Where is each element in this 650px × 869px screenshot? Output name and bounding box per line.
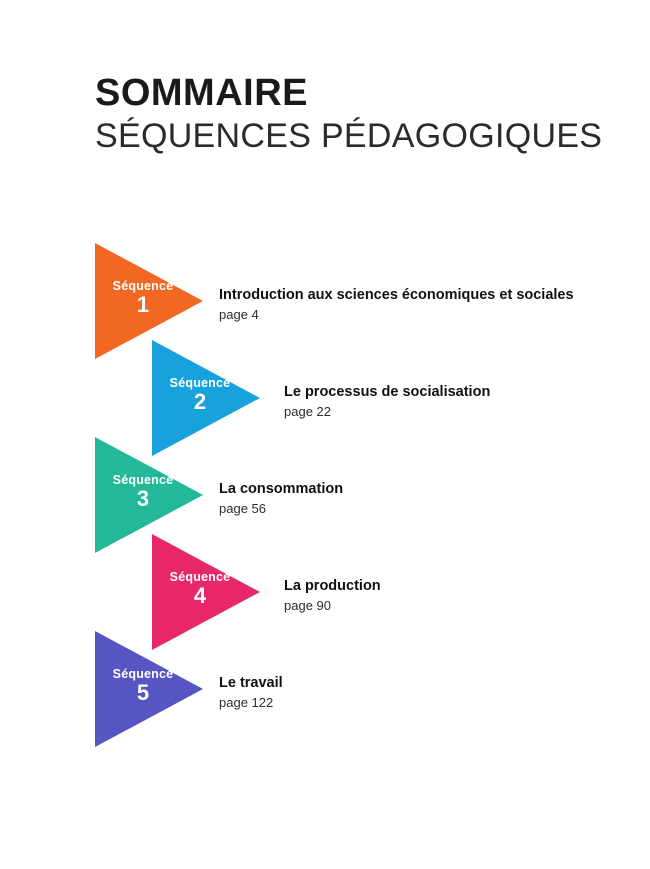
sequence-page-3: page 56 xyxy=(219,500,266,516)
sequence-info-5 xyxy=(219,675,283,710)
sequence-page-2: page 22 xyxy=(284,403,331,419)
page-header xyxy=(95,74,615,155)
sequence-row-2[interactable] xyxy=(0,340,650,437)
sequence-page-5: page 122 xyxy=(219,694,274,710)
sequence-number-5: 5 xyxy=(136,680,150,705)
sequence-title-3: La consommation xyxy=(219,481,344,497)
sequence-page-1: page 4 xyxy=(219,306,259,322)
sequence-info-1 xyxy=(219,287,574,322)
sequence-label-4: Séquence xyxy=(169,570,231,584)
sequence-label-5: Séquence xyxy=(112,667,174,681)
sequence-page-4: page 90 xyxy=(284,597,331,613)
sequence-info-3 xyxy=(219,481,343,516)
sequence-label-2: Séquence xyxy=(169,376,231,390)
sequence-row-4[interactable] xyxy=(0,534,650,631)
page-subtitle: SÉQUENCES PÉDAGOGIQUES xyxy=(95,116,603,155)
sequence-title-2: Le processus de socialisation xyxy=(284,384,491,400)
sequence-row-5[interactable] xyxy=(0,631,650,728)
sequence-title-5: Le travail xyxy=(219,675,283,691)
sequence-info-4 xyxy=(284,578,381,613)
sequence-number-1: 1 xyxy=(136,292,150,317)
sequence-number-3: 3 xyxy=(136,486,150,511)
sequence-list xyxy=(0,243,650,728)
sequence-info-2 xyxy=(284,384,490,419)
sequence-title-1: Introduction aux sciences économiques et sociales xyxy=(219,287,574,303)
arrow-shape-icon xyxy=(95,631,203,747)
sequence-number-2: 2 xyxy=(193,389,207,414)
sequence-row-1[interactable] xyxy=(0,243,650,340)
page-title: SOMMAIRE xyxy=(95,72,308,114)
sequence-arrow-5 xyxy=(95,631,203,747)
sequence-title-4: La production xyxy=(284,578,381,594)
sequence-row-3[interactable] xyxy=(0,437,650,534)
sequence-label-1: Séquence xyxy=(112,279,174,293)
sequence-label-3: Séquence xyxy=(112,473,174,487)
sequence-number-4: 4 xyxy=(193,583,207,608)
